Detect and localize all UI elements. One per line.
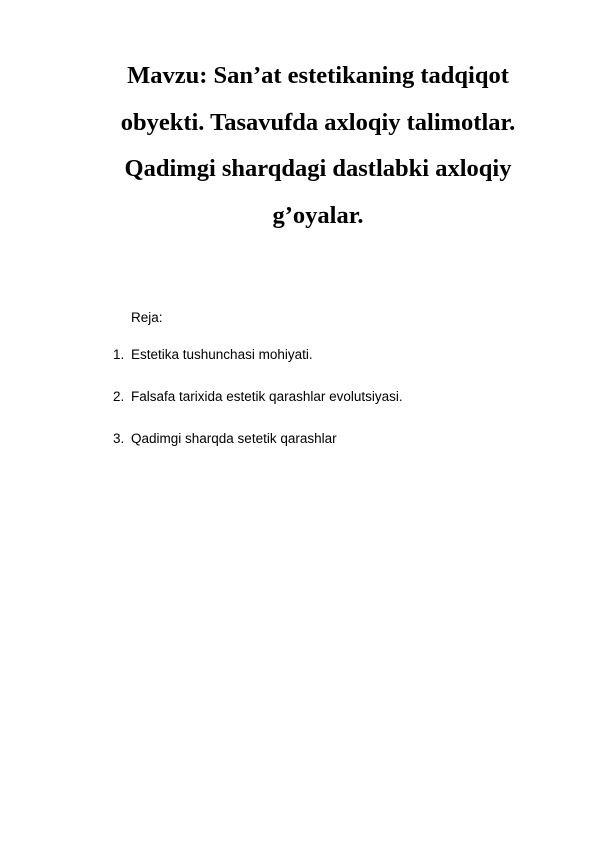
plan-item-text: Estetika tushunchasi mohiyati. xyxy=(131,347,313,362)
title-line: obyekti. Tasavufda axloqiy talimotlar. xyxy=(120,108,516,136)
plan-item-number: 3. xyxy=(113,431,125,446)
plan-item-text: Falsafa tarixida estetik qarashlar evolutsiyasi. xyxy=(131,389,403,404)
plan-item-number: 2. xyxy=(113,389,125,404)
plan-item xyxy=(113,388,403,406)
title-line: g’oyalar. xyxy=(272,201,364,229)
plan-label: Reja: xyxy=(131,310,163,325)
plan-item xyxy=(113,346,313,364)
title-line: Qadimgi sharqdagi dastlabki axloqiy xyxy=(124,155,512,182)
title-line: Mavzu: San’at estetikaning tadqiqot xyxy=(127,62,509,89)
plan-item-text: Qadimgi sharqda setetik qarashlar xyxy=(131,431,337,446)
plan-item xyxy=(113,430,337,448)
plan-item-number: 1. xyxy=(113,347,125,362)
document-title xyxy=(95,53,541,239)
